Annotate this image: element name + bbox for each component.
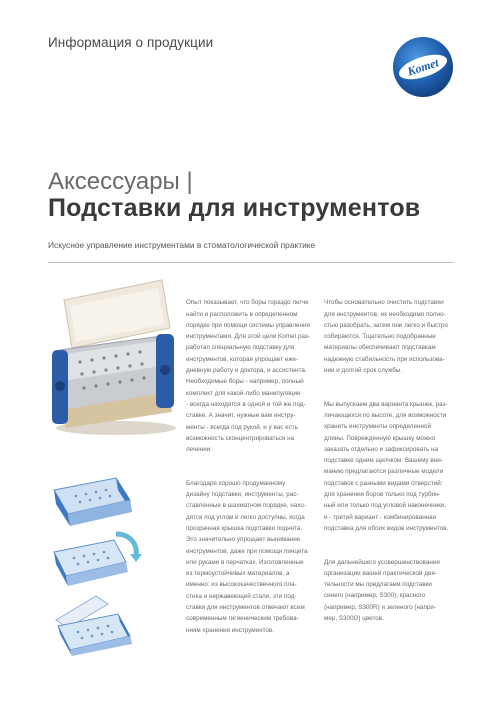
bur-stand-lid-lifting-illustration (46, 528, 146, 590)
paragraph: Благодаря хорошо продуманному дизайну подставки, инструменты, рас- ставленные в шахматном порядке, нахо- дятся под углом и легко доступны, когда прозрачная крышка подставки поднята. Это значительно упрощает вынимание инструментов, даже при помощи пинцета или руками в перчатках. Изготовленные из термоустойчивых материалов, а именно: из высококачественного пла- стика и нержавеющей стали, эти под- ставки для инструментов отвечают всем современным гигиеническим требова- ниям хранения инструментов. (186, 479, 308, 634)
header-label: Информация о продукции (48, 35, 214, 50)
bur-stand-open-lid-illustration (46, 592, 138, 658)
logo-wordmark: Komet (405, 55, 441, 79)
paragraph: Для дальнейшего усовершенствования организации вашей практической дея- тельности мы предлагаем подставки синего (например, S300), красного (например, S300R) и зеленого (напри- мер, S300G) цветов. (324, 558, 440, 623)
text-column-right (324, 286, 460, 647)
divider (48, 262, 454, 263)
paragraph: Мы выпускаем два варианта крышек, раз- личающихся по высоте, для возможности хранить инструменты определенной длины. Поврежденную крышку можно заказать отдельно и зафиксировать на подставке одним щелчком. Вашему вни- манию предлагаются различные модели подставок с разными видами отверстий: для хранения боров только под турбин- ный или только под угловой наконечники, и - третий вариант - комбинированная подставка для обоих видов инструментов. (324, 400, 449, 532)
komet-logo (392, 36, 454, 98)
text-column-left (186, 286, 316, 658)
bur-stand-closed-illustration (46, 470, 136, 530)
page-title-category: Аксессуары | (48, 168, 193, 195)
page-title: Подставки для инструментов (48, 194, 421, 222)
bur-stand-open-image (44, 278, 179, 438)
page-subtitle: Искусное управление инструментами в стоматологической практике (48, 240, 316, 250)
paragraph: Опыт показывает, что боры гораздо легче найти и расположить в определенном порядке при помощи системы управления инструментами. Для этой цели Komet раз- работал специальную подставку для инструментов, которая упрощает еже- дневную работу и доктора, и ассистента. Необходимые боры - например, полный комплект для какой-либо манипуляции - всегда находятся в одной и той же под- ставке. А значит, нужные вам инстру- менты - всегда под рукой, и у вас есть возможность сконцентрироваться на лечении. (186, 299, 310, 454)
paragraph: Чтобы основательно очистить подставки для инструментов, их необходимо полно- стью разобрать, затем они легко и быстро собираются. Тщательно подобранные материалы обеспечивают подставкам надежную стабильность при использова- нии и долгий срок службы. (324, 299, 449, 375)
